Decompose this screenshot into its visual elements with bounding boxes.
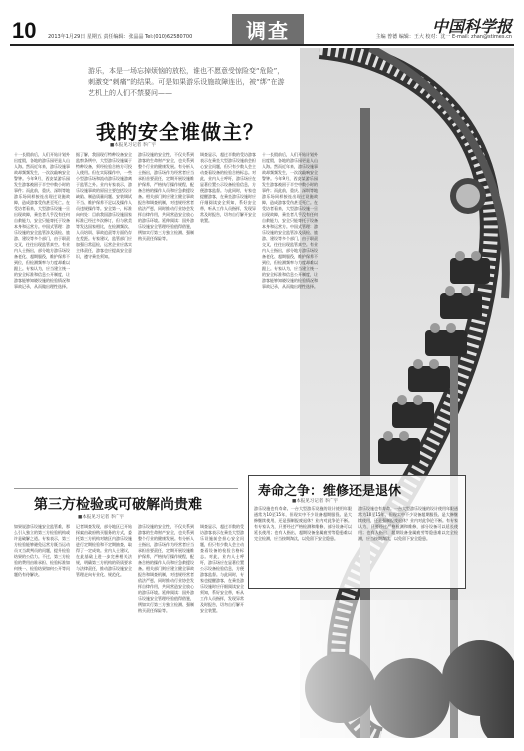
article-column-7: 记者调查发现，部分地区已开始探索由政府购买服务的方式，委托第三方机构对辖区内游乐设施进行定期检验和不定期抽查，取得了一定成效。业内人士建议，在此基础上进一步完善相关法规，明确第三方机构的资质要求与法律责任，推动游乐设施安全管理走向专业化、规范化。 — [76, 524, 132, 577]
header-meta-right: 主编 曾德 编辑：王大 校对：沈一 E-mail: zhan@stimes.cn — [375, 34, 512, 40]
main-byline: ■本报见习记者 李广宇 — [110, 143, 157, 148]
sidebar-text-right: 游乐设施也有寿命。一台大型游乐设施的设计使用年限通常为10至15年，但现实中不少设备超期服役。是大修继续使用，还是强制报废退休？业内对此争论不断。有专家认为，只要经过严格检测和维修，部分设备可以延长使用；也有人指出，超期设备金属疲劳等隐患难以完全检测，应当按期淘汰，以免留下安全隐患。 — [358, 506, 458, 541]
second-byline: ■本报见习记者 李广宇 — [78, 515, 125, 520]
sidebar-byline: ■本报见习记者 李广宇 — [292, 499, 339, 504]
article-column-9: 调查显示，超过半数的受访游客表示在乘坐大型游乐设施前会担心安全问题，但只有少数人会主动查看设备的检验合格标志。对此，业内人士呼吁，游乐场应在显著位置公示设备检验信息，方便游客监督。与此同时，专家也提醒游客，在乘坐游乐设施时应仔细阅读安全须知，系好安全带，听从工作人员指挥，发现异常及时报告，切勿自行解开安全装置。 — [200, 524, 244, 613]
intro-paragraph: 游乐，本是一场忘掉烦恼的放松，谁也不愿意受惊险变“危险”，刺激变“刺痛”的结果。可是如果游乐设施故障连出，被“绑”在游艺机上的人们不禁要问—— — [88, 67, 285, 97]
sidebar-text-left: 游乐设施也有寿命。一台大型游乐设施的设计使用年限通常为10至15年，但现实中不少设备超期服役。是大修继续使用，还是强制报废退休？业内对此争论不断。有专家认为，只要经过严格检测和维修，部分设备可以延长使用；也有人指出，超期设备金属疲劳等隐患难以完全检测，应当按期淘汰，以免留下安全隐患。 — [254, 506, 352, 541]
page-number: 10 — [12, 18, 37, 43]
section-divider — [14, 488, 238, 489]
article-column-8: 游乐设施的安全性，不仅关系到游客的生命财产安全，也关系到整个行业的健康发展。有分析人士指出，游乐场作为经营者应当承担首要责任，定期开展设施维护保养，严格执行操作规程，配备合格的操作人员和应急救援设备。相关部门则应建立健全事故报告和调查机制，对违规经营者依法严惩，同时推动行业协会发挥自律作用，共同营造安全放心的游乐环境。延伸阅读：国外游乐设施安全管理经验值得借鉴，例如实行第三方独立检测、强制购买责任保险等。 — [138, 524, 194, 613]
header-meta-left: 2013年1月29日 星期五 责任编辑：张晶晶 Tel:(010)62580700 — [48, 34, 193, 40]
main-headline: 我的安全谁做主？ — [96, 120, 264, 144]
article-column-4: 调查显示，超过半数的受访游客表示在乘坐大型游乐设施前会担心安全问题，但只有少数人会主动查看设备的检验合格标志。对此，业内人士呼吁，游乐场应在显著位置公示设备检验信息，方便游客监督。与此同时，专家也提醒游客，在乘坐游乐设施时应仔细阅读安全须知，系好安全带，听从工作人员指挥，发现异常及时报告，切勿自行解开安全装置。 — [200, 152, 256, 223]
article-column-5: 十一长假前后，人们开始计划外出度假，各地的游乐园更是人山人海。然而近年来，游乐设施事故却频频发生，一次次敲响安全警钟。今年9月，西安某游乐园发生游客被困于半空中数小时的事件；而此前，重庆、深圳等地游乐场同样接连出现过设施故障，造成游客受伤甚至死亡。在受访者看来，大型游乐设施一旦出现故障，乘坐者几乎没有任何自救能力，安全只能寄托于设备本身和运营方。中国式管理：游乐设施的安全监管涉及质检、旅游、建设等多个部门，由于职责交叉，往往出现监管真空。有业内人士指出，部分地方游乐场设备老化、超期服役，维护保养不到位，但检测频率与力度却难以跟上。专家认为，应当建立统一的安全标准和信息公开制度，让游客能够知晓设施的检验情况和事故记录，从而做出理性选择。 — [262, 152, 318, 289]
article-column-6: 如果说游乐设施安全监管难，那么引入独立的第三方检验机构或许是破解之道。专家表示，第三方检验能够避免运营方既当运动员又当裁判员的问题，提升检验结果的公信力。不过，第三方检验的费用由谁承担、检验标准如何统一、检验结果如何公开等问题仍有待解决。 — [14, 524, 70, 577]
header-rule — [10, 44, 514, 46]
article-column-1: 十一长假前后，人们开始计划外出度假，各地的游乐园更是人山人海。然而近年来，游乐设施事故却频频发生，一次次敲响安全警钟。今年9月，西安某游乐园发生游客被困于半空中数小时的事件；而此前，重庆、深圳等地游乐场同样接连出现过设施故障，造成游客受伤甚至死亡。在受访者看来，大型游乐设施一旦出现故障，乘坐者几乎没有任何自救能力，安全只能寄托于设备本身和运营方。中国式管理：游乐设施的安全监管涉及质检、旅游、建设等多个部门，由于职责交叉，往往出现监管真空。有业内人士指出，部分地方游乐场设备老化、超期服役，维护保养不到位，但检测频率与力度却难以跟上。专家认为，应当建立统一的安全标准和信息公开制度，让游客能够知晓设施的检验情况和事故记录，从而做出理性选择。 — [14, 152, 70, 289]
second-headline: 第三方检验或可破解尚贵难 — [34, 497, 202, 513]
photo-fade-overlay — [250, 600, 514, 740]
section-tab: 调查 — [232, 14, 304, 44]
article-column-2: 据了解，我国现行特种设备安全监察条例中，大型游乐设施属于特种设备，须经检验合格方可投入使用。但在实际操作中，一些小型游乐场和流动游乐设施游离于监管之外。业内专家表示，游乐设施事故的原因主要包括设计缺陷、制造质量问题、安装调试不当、维护保养不足以及操作人员违规操作等。安全第一，标准向何处：目前我国游乐设施国家标准已经过多次修订，但与欧美等发达国家相比，在检测频次、人员培训、事故追责等方面仍存在差距。专家建议，监管部门应加强日常巡检，运营企业应落实主体责任，游客也应提高安全意识，遵守乘坐须知。 — [76, 152, 132, 259]
sidebar-headline: 寿命之争：维修还是退休 — [258, 484, 402, 499]
masthead-logo: 中国科学报 — [431, 17, 512, 36]
article-column-3: 游乐设施的安全性，不仅关系到游客的生命财产安全，也关系到整个行业的健康发展。有分析人士指出，游乐场作为经营者应当承担首要责任，定期开展设施维护保养，严格执行操作规程，配备合格的操作人员和应急救援设备。相关部门则应建立健全事故报告和调查机制，对违规经营者依法严惩，同时推动行业协会发挥自律作用，共同营造安全放心的游乐环境。延伸阅读：国外游乐设施安全管理经验值得借鉴，例如实行第三方独立检测、强制购买责任保险等。 — [138, 152, 194, 241]
